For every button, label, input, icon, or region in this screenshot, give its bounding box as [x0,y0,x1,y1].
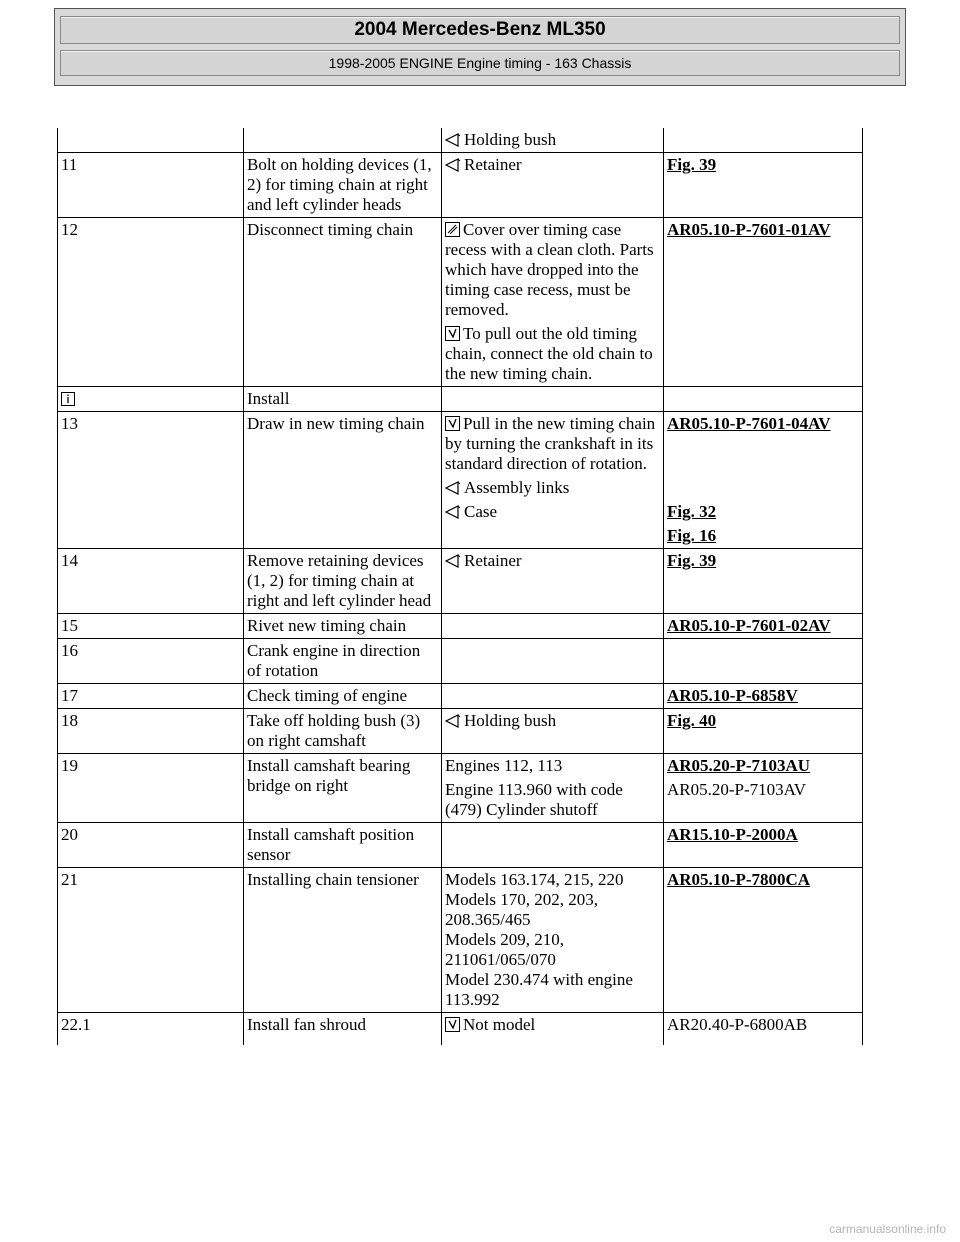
info-icon [61,392,75,406]
step-cell: 20 [58,823,244,868]
procedure-link[interactable]: AR05.10-P-7800CA [667,870,811,889]
note-cell [442,823,664,868]
operation-cell: Install fan shroud [244,1013,442,1046]
figure-link[interactable]: Fig. 39 [667,551,717,570]
note-cell [442,387,664,412]
step-cell: 22.1 [58,1013,244,1046]
reference-cell [664,709,863,754]
note-cell [442,684,664,709]
caliper-icon [445,714,461,728]
operation-cell: Install [244,387,442,412]
note-cell: Cover over timing case recess with a clean cloth. Parts which have dropped into the timing case recess, must be removed. To pull out the old timing chain, connect the old chain to the new timing chain. [442,218,664,387]
operation-cell: Bolt on holding devices (1, 2) for timing chain at right and left cylinder heads [244,153,442,218]
step-cell: 13 [58,412,244,549]
reference-cell [664,387,863,412]
step-cell: 16 [58,639,244,684]
procedure-link[interactable]: AR05.10-P-7601-01AV [667,220,831,239]
caliper-icon [445,481,461,495]
figure-link[interactable]: Fig. 39 [667,155,717,174]
step-cell [58,387,244,412]
procedure-link[interactable]: AR05.10-P-7601-02AV [667,616,831,635]
table-row [58,709,863,754]
note-cell: Engines 112, 113 Engine 113.960 with code (479) Cylinder shutoff [442,754,664,823]
procedure-reference: AR20.40-P-6800AB [667,1015,808,1034]
header-subtitle-bar [60,50,900,76]
note-cell: Holding bush [442,128,664,153]
document-subtitle: 1998-2005 ENGINE Engine timing - 163 Chassis [328,55,632,71]
reference-cell [664,128,863,153]
reference-cell [664,218,863,387]
reference-cell [664,412,863,549]
figure-link[interactable]: Fig. 16 [667,526,717,545]
hint-icon [445,416,460,431]
caliper-icon [445,158,461,172]
step-cell: 15 [58,614,244,639]
reference-cell [664,549,863,614]
reference-cell [664,823,863,868]
operation-cell: Install camshaft position sensor [244,823,442,868]
table-row [58,153,863,218]
note-cell: Models 163.174, 215, 220 Models 170, 202, 203, 208.365/465 Models 209, 210, 211061/065/070 Model 230.474 with engine 113.992 [442,868,664,1013]
document-title: 2004 Mercedes-Benz ML350 [354,19,606,40]
operation-cell: Rivet new timing chain [244,614,442,639]
header-title-bar [60,16,900,44]
note-cell [442,614,664,639]
caliper-icon [445,554,461,568]
reference-cell [664,153,863,218]
figure-link[interactable]: Fig. 32 [667,502,717,521]
step-cell: 21 [58,868,244,1013]
operation-cell [244,128,442,153]
note-cell [442,639,664,684]
table-row [58,387,863,412]
note-cell: Retainer [442,153,664,218]
step-cell [58,128,244,153]
note-cell: Holding bush [442,709,664,754]
step-cell: 12 [58,218,244,387]
reference-cell [664,614,863,639]
operation-cell: Installing chain tensioner [244,868,442,1013]
procedure-link[interactable]: AR05.10-P-6858V [667,686,798,705]
step-cell: 11 [58,153,244,218]
notepad-icon [445,222,460,237]
step-cell: 14 [58,549,244,614]
note-cell: Pull in the new timing chain by turning the crankshaft in its standard direction of rotation. Assembly links Case [442,412,664,549]
table-row [58,684,863,709]
table-row [58,614,863,639]
procedure-reference: AR05.20-P-7103AV [667,780,807,799]
table-row [58,1013,863,1046]
reference-cell [664,868,863,1013]
procedure-table [57,128,863,1045]
note-cell: Not model [442,1013,664,1046]
table-row [58,823,863,868]
operation-cell: Remove retaining devices (1, 2) for timing chain at right and left cylinder head [244,549,442,614]
hint-icon [445,326,460,341]
table-row [58,868,863,1013]
step-cell: 19 [58,754,244,823]
operation-cell: Draw in new timing chain [244,412,442,549]
hint-icon [445,1017,460,1032]
figure-link[interactable]: Fig. 40 [667,711,717,730]
step-cell: 18 [58,709,244,754]
caliper-icon [445,505,461,519]
table-row [58,549,863,614]
reference-cell [664,684,863,709]
table-row [58,412,863,549]
document-header [54,8,906,86]
note-cell: Retainer [442,549,664,614]
caliper-icon [445,133,461,147]
procedure-link[interactable]: AR05.10-P-7601-04AV [667,414,831,433]
operation-cell: Disconnect timing chain [244,218,442,387]
operation-cell: Install camshaft bearing bridge on right [244,754,442,823]
reference-cell [664,1013,863,1046]
step-cell: 17 [58,684,244,709]
table-row [58,754,863,823]
watermark-footer: carmanualsonline.info [829,1222,946,1236]
operation-cell: Crank engine in direction of rotation [244,639,442,684]
reference-cell [664,754,863,823]
procedure-link[interactable]: AR05.20-P-7103AU [667,756,811,775]
reference-cell [664,639,863,684]
operation-cell: Check timing of engine [244,684,442,709]
table-row [58,218,863,387]
table-row [58,639,863,684]
table-row [58,128,863,153]
operation-cell: Take off holding bush (3) on right camshaft [244,709,442,754]
procedure-link[interactable]: AR15.10-P-2000A [667,825,798,844]
